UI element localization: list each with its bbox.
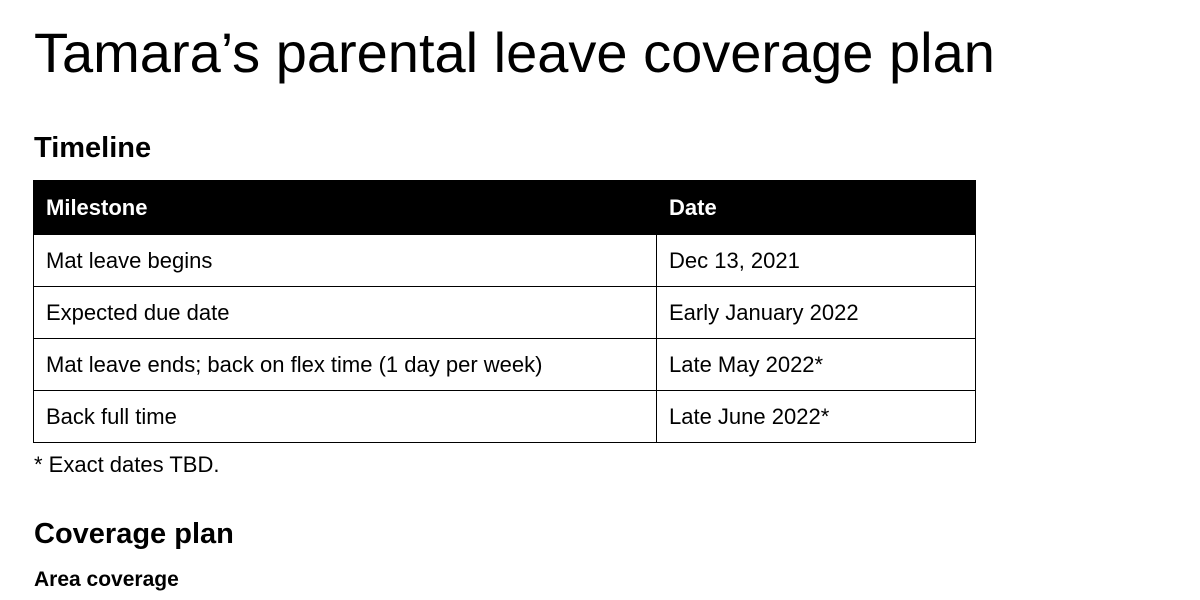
table-header-row	[34, 181, 976, 235]
page-title: Tamara’s parental leave coverage plan	[34, 21, 995, 84]
milestone-cell: Expected due date	[34, 287, 657, 339]
table-row	[34, 235, 976, 287]
milestone-cell: Mat leave begins	[34, 235, 657, 287]
timeline-heading: Timeline	[34, 132, 152, 164]
milestone-cell: Mat leave ends; back on flex time (1 day per week)	[34, 339, 657, 391]
timeline-table	[33, 180, 976, 443]
coverage-heading: Coverage plan	[34, 518, 234, 550]
header-date: Date	[657, 181, 976, 235]
milestone-cell: Back full time	[34, 391, 657, 443]
footnote: * Exact dates TBD.	[34, 452, 220, 477]
table-row	[34, 391, 976, 443]
date-cell: Dec 13, 2021	[657, 235, 976, 287]
date-cell: Early January 2022	[657, 287, 976, 339]
date-cell: Late May 2022*	[657, 339, 976, 391]
table-row	[34, 339, 976, 391]
table-row	[34, 287, 976, 339]
header-milestone: Milestone	[34, 181, 657, 235]
area-coverage-subheading: Area coverage	[34, 568, 179, 591]
date-cell: Late June 2022*	[657, 391, 976, 443]
